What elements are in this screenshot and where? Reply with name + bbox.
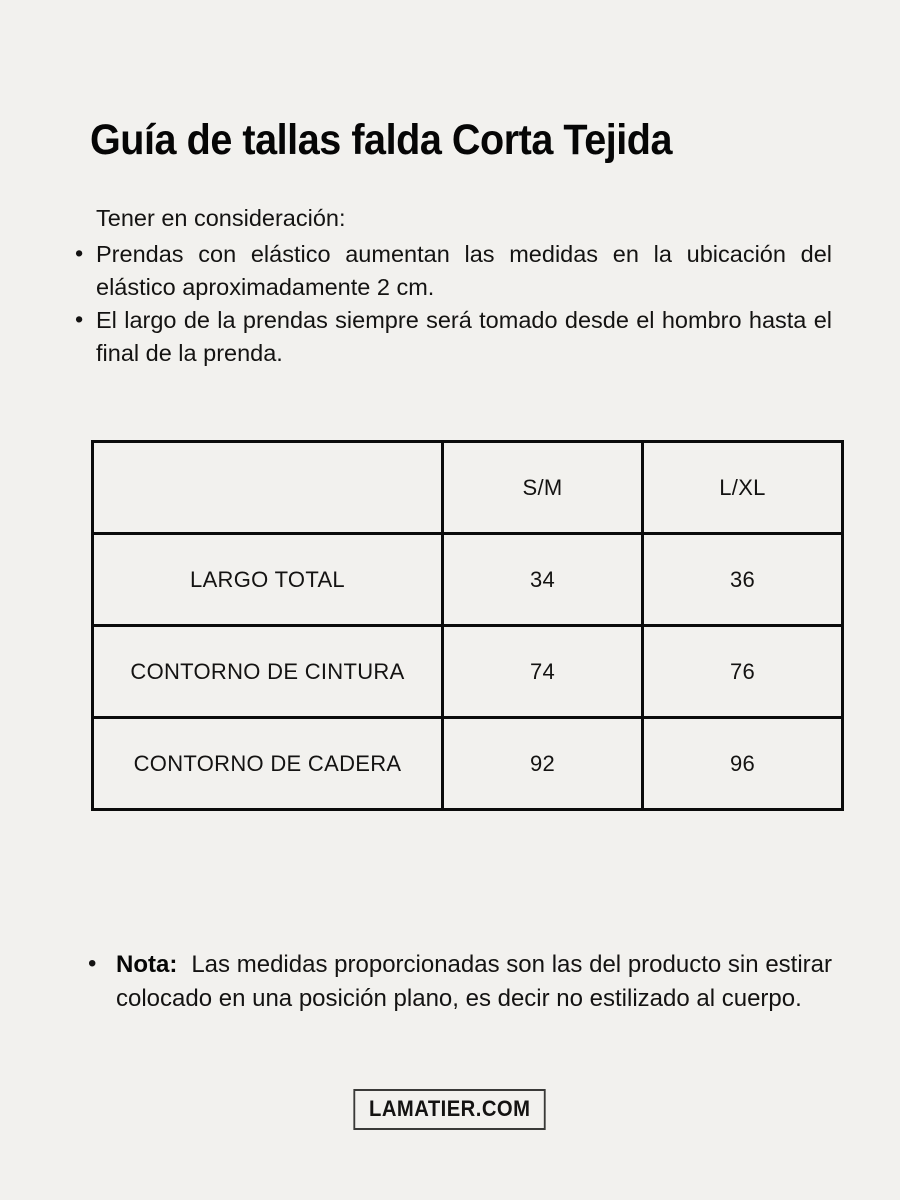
bullet-icon: • xyxy=(75,305,84,332)
size-table-corner-cell xyxy=(93,442,443,534)
note-text: Las medidas proporcionadas son las del producto sin estirar colocado en una posición plano, es decir no estilizado al cuerpo. xyxy=(116,951,832,1013)
cell-value: 96 xyxy=(643,718,843,810)
bullet-icon: • xyxy=(75,239,84,266)
note-label: Nota: xyxy=(116,951,178,978)
consideration-text: El largo de la prendas siempre será tomado desde el hombro hasta el final de la prenda. xyxy=(96,306,832,366)
size-table xyxy=(91,440,844,811)
row-label: LARGO TOTAL xyxy=(93,534,443,626)
cell-value: 74 xyxy=(443,626,643,718)
page-title: Guía de tallas falda Corta Tejida xyxy=(90,116,673,164)
bullet-icon: • xyxy=(88,950,97,977)
table-row xyxy=(93,718,843,810)
row-label: CONTORNO DE CINTURA xyxy=(93,626,443,718)
consideration-item xyxy=(75,238,832,304)
row-label: CONTORNO DE CADERA xyxy=(93,718,443,810)
considerations-section xyxy=(75,202,832,369)
table-row xyxy=(93,534,843,626)
cell-value: 92 xyxy=(443,718,643,810)
size-table-header-row xyxy=(93,442,843,534)
size-table-column-lxl: L/XL xyxy=(643,442,843,534)
considerations-list xyxy=(75,238,832,370)
note-paragraph xyxy=(88,948,832,1016)
consideration-item xyxy=(75,304,832,370)
consideration-text: Prendas con elástico aumentan las medidas en la ubicación del elástico aproximadamente 2 cm. xyxy=(96,240,832,300)
brand-badge: LAMATIER.COM xyxy=(354,1089,547,1130)
size-table-column-sm: S/M xyxy=(443,442,643,534)
note-section xyxy=(88,948,832,1016)
cell-value: 34 xyxy=(443,534,643,626)
cell-value: 76 xyxy=(643,626,843,718)
cell-value: 36 xyxy=(643,534,843,626)
table-row xyxy=(93,626,843,718)
footer xyxy=(0,1089,900,1130)
considerations-heading: Tener en consideración: xyxy=(96,205,346,231)
